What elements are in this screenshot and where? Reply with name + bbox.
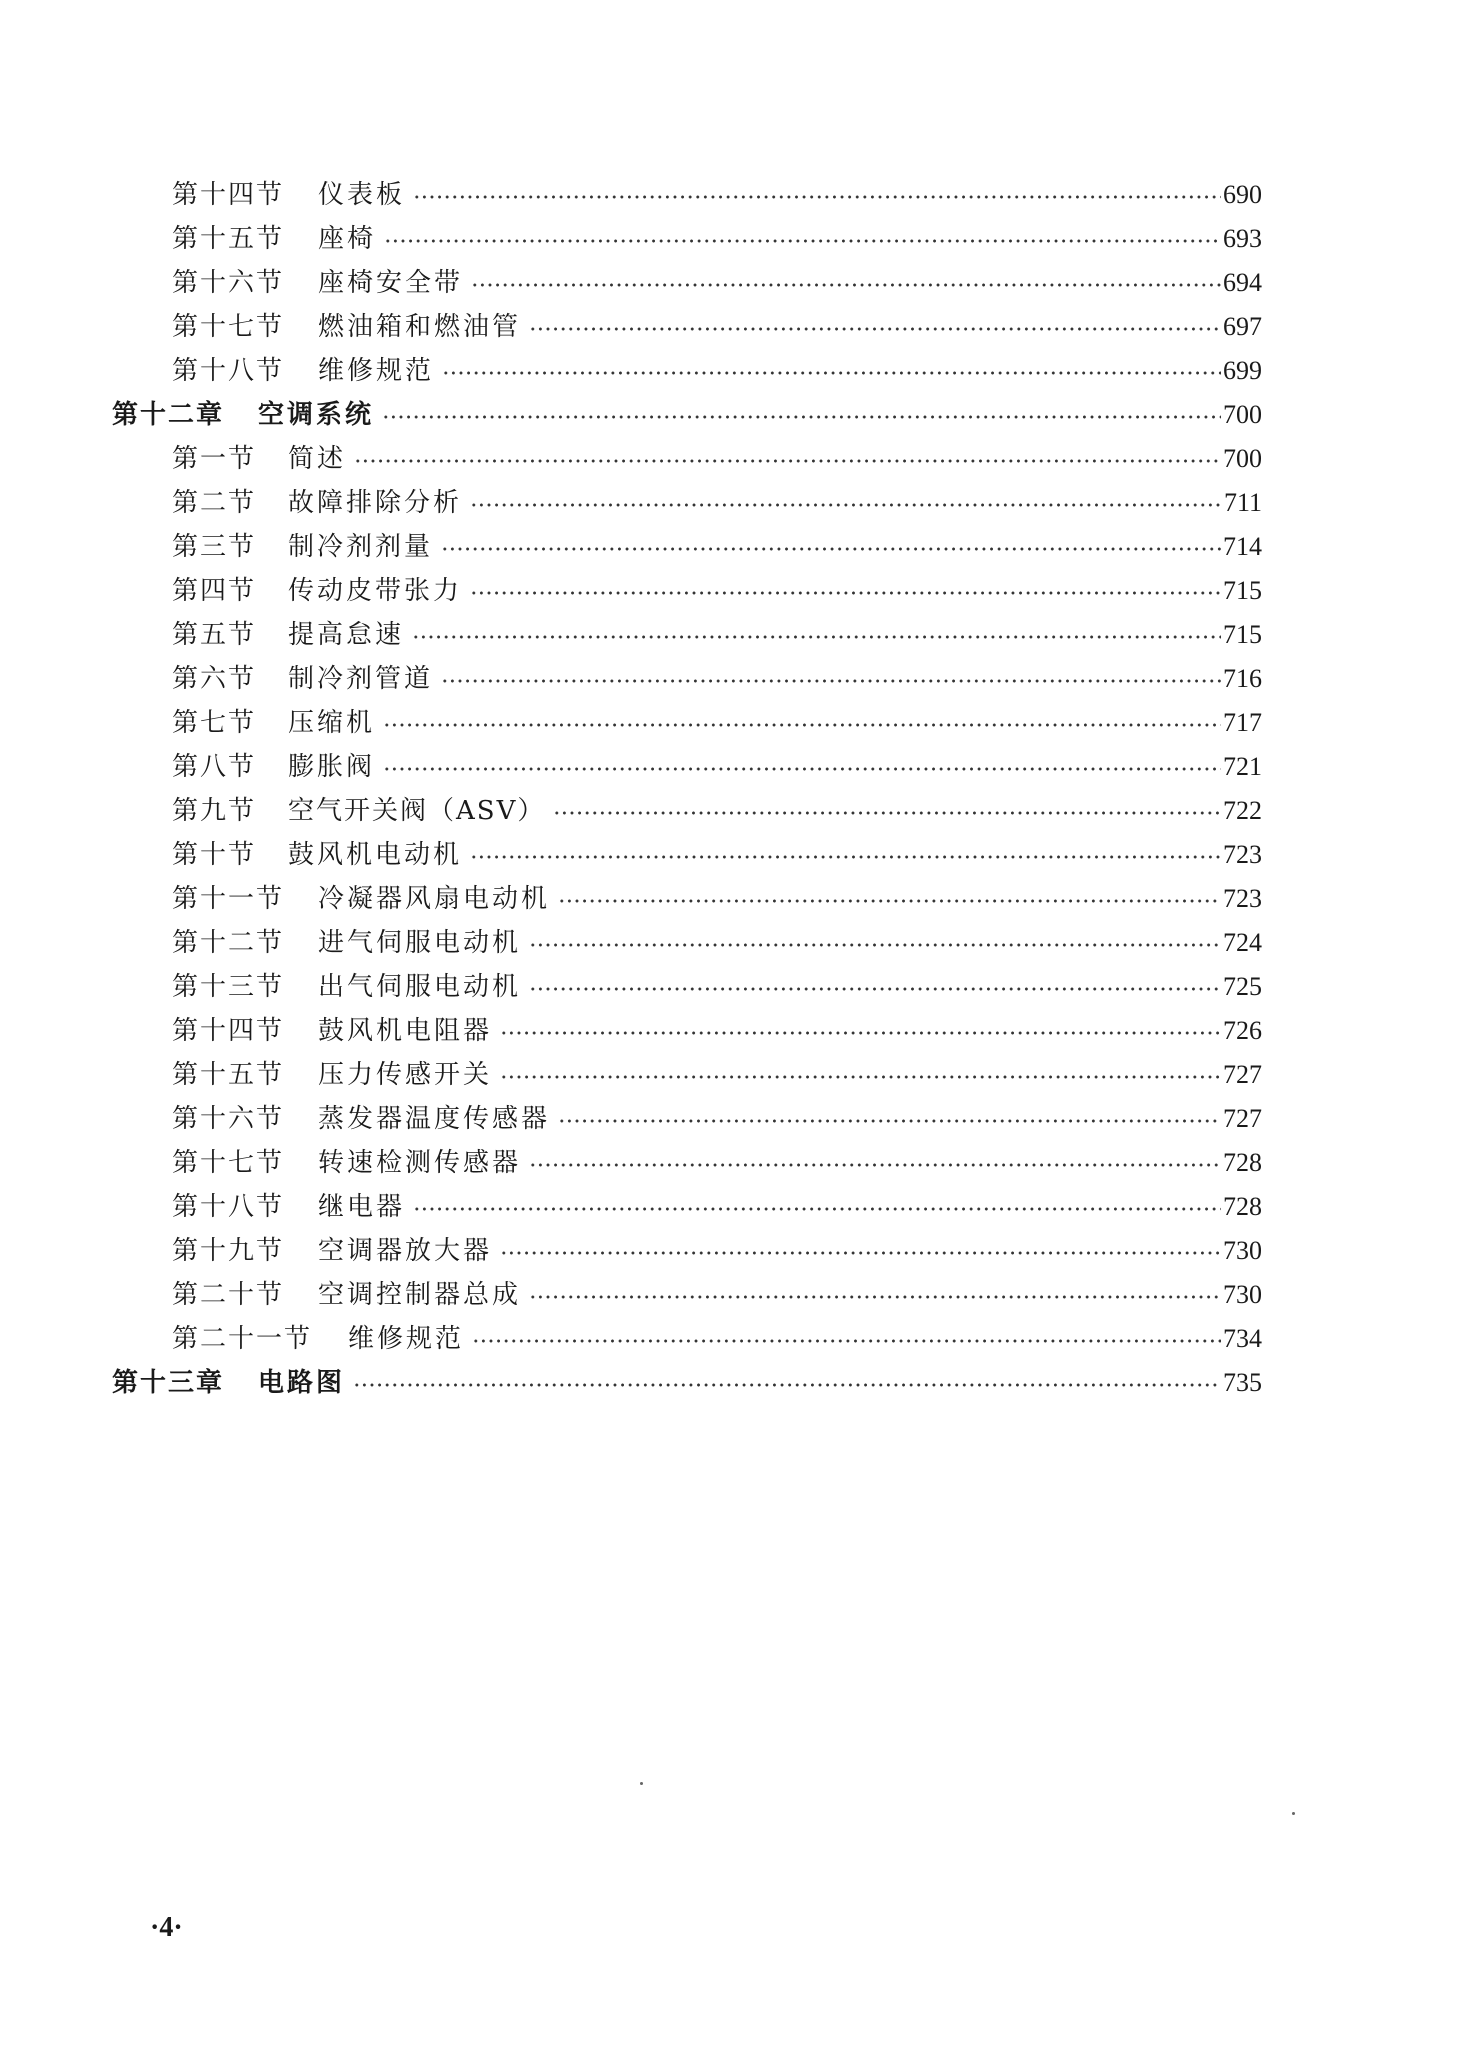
dot-leader — [471, 278, 1221, 292]
toc-entry-page: 717 — [1223, 708, 1262, 737]
toc-entry-title: 压力传感开关 — [318, 1060, 493, 1090]
toc-entry-page: 724 — [1223, 928, 1262, 957]
dot-leader — [470, 498, 1222, 512]
dot-leader — [529, 322, 1221, 336]
toc-entry-label: 第五节 — [172, 620, 257, 650]
toc-entry-page: 727 — [1223, 1104, 1262, 1133]
toc-entry-label: 第十七节 — [172, 312, 285, 342]
toc-entry[interactable] — [172, 874, 1262, 914]
dot-leader — [500, 1026, 1221, 1040]
toc-entry-title: 座椅 — [318, 224, 377, 254]
toc-entry-page: 725 — [1223, 972, 1262, 1001]
dot-leader — [500, 1070, 1221, 1084]
toc-entry[interactable] — [172, 566, 1262, 606]
toc-entry-title: 制冷剂管道 — [288, 664, 434, 694]
toc-entry[interactable] — [172, 1182, 1262, 1222]
toc-entry-label: 第三节 — [172, 532, 257, 562]
toc-entry-page: 700 — [1223, 444, 1262, 473]
toc-entry-title: 压缩机 — [288, 708, 376, 738]
toc-entry[interactable] — [172, 1270, 1262, 1310]
toc-entry-label: 第二节 — [172, 488, 257, 518]
page-number: ·4· — [150, 1912, 183, 1943]
toc-entry-page: 693 — [1223, 224, 1262, 253]
toc-entry-title: 空调控制器总成 — [318, 1280, 522, 1310]
toc-entry-title: 传动皮带张力 — [288, 576, 463, 606]
toc-entry-page: 716 — [1223, 664, 1262, 693]
toc-entry[interactable] — [172, 830, 1262, 870]
toc-entry[interactable] — [172, 346, 1262, 386]
toc-entry[interactable] — [172, 1050, 1262, 1090]
toc-entry[interactable] — [172, 1006, 1262, 1046]
toc-entry-page: 694 — [1223, 268, 1262, 297]
dot-leader — [413, 1202, 1221, 1216]
toc-entry-label: 第十二节 — [172, 928, 285, 958]
toc-entry-label: 第十六节 — [172, 1104, 285, 1134]
toc-entry-label: 第十八节 — [172, 356, 285, 386]
toc-entry-title: 简述 — [288, 444, 347, 474]
toc-entry-label: 第二十节 — [172, 1280, 285, 1310]
dot-leader — [384, 234, 1221, 248]
toc-entry-title: 燃油箱和燃油管 — [318, 312, 522, 342]
toc-entry-label: 第十三节 — [172, 972, 285, 1002]
toc-entry[interactable] — [172, 1314, 1262, 1354]
dot-leader — [470, 850, 1221, 864]
dot-leader — [383, 762, 1221, 776]
toc-entry[interactable] — [172, 1094, 1262, 1134]
toc-entry-label: 第八节 — [172, 752, 257, 782]
toc-entry-label: 第十四节 — [172, 1016, 285, 1046]
toc-entry-page: 715 — [1223, 576, 1262, 605]
toc-entry-title: 空气开关阀（ASV） — [288, 796, 546, 826]
toc-entry-label: 第一节 — [172, 444, 257, 474]
toc-entry-title: 维修规范 — [318, 356, 435, 386]
toc-entry-label: 第十七节 — [172, 1148, 285, 1178]
toc-entry-title: 仪表板 — [318, 180, 406, 210]
toc-entry-page: 699 — [1223, 356, 1262, 385]
toc-entry-label: 第七节 — [172, 708, 257, 738]
toc-entry-page: 721 — [1223, 752, 1262, 781]
toc-entry-title: 鼓风机电动机 — [288, 840, 463, 870]
toc-entry-title: 出气伺服电动机 — [318, 972, 522, 1002]
dot-leader — [382, 410, 1221, 424]
toc-entry-label: 第九节 — [172, 796, 257, 826]
dot-leader — [354, 454, 1221, 468]
dot-leader — [529, 1290, 1221, 1304]
toc-entry[interactable] — [172, 302, 1262, 342]
toc-entry-label: 第二十一节 — [172, 1324, 313, 1354]
toc-entry-title: 座椅安全带 — [318, 268, 464, 298]
scan-speck — [1292, 1812, 1295, 1815]
toc-entry-title: 故障排除分析 — [288, 488, 463, 518]
dot-leader — [529, 1158, 1221, 1172]
toc-entry[interactable] — [172, 258, 1262, 298]
dot-leader — [558, 894, 1221, 908]
toc-entry-page: 727 — [1223, 1060, 1262, 1089]
toc-chapter-title: 电路图 — [258, 1368, 346, 1398]
toc-entry[interactable] — [172, 434, 1262, 474]
toc-entry-page: 723 — [1223, 840, 1262, 869]
dot-leader — [413, 190, 1221, 204]
toc-entry-label: 第十四节 — [172, 180, 285, 210]
toc-entry-label: 第十节 — [172, 840, 257, 870]
toc-entry[interactable] — [172, 522, 1262, 562]
toc-entry[interactable] — [172, 918, 1262, 958]
toc-entry[interactable] — [172, 214, 1262, 254]
toc-entry-label: 第十九节 — [172, 1236, 285, 1266]
toc-entry-label: 第十一节 — [172, 884, 285, 914]
dot-leader — [553, 806, 1221, 820]
toc-entry-title: 膨胀阀 — [288, 752, 376, 782]
toc-entry-page: 714 — [1223, 532, 1262, 561]
dot-leader — [383, 718, 1221, 732]
toc-entry-page: 734 — [1223, 1324, 1262, 1353]
toc-entry-page: 715 — [1223, 620, 1262, 649]
toc-entry[interactable] — [172, 962, 1262, 1002]
toc-chapter-page: 735 — [1223, 1368, 1262, 1397]
toc-entry[interactable] — [172, 170, 1262, 210]
toc-entry-title: 进气伺服电动机 — [318, 928, 522, 958]
toc-entry-page: 697 — [1223, 312, 1262, 341]
dot-leader — [472, 1334, 1221, 1348]
toc-entry-title: 鼓风机电阻器 — [318, 1016, 493, 1046]
toc-entry-label: 第六节 — [172, 664, 257, 694]
dot-leader — [529, 938, 1221, 952]
dot-leader — [558, 1114, 1221, 1128]
toc-chapter-title: 空调系统 — [258, 400, 375, 430]
toc-entry-page: 726 — [1223, 1016, 1262, 1045]
toc-entry-title: 维修规范 — [348, 1324, 465, 1354]
toc-entry[interactable] — [172, 654, 1262, 694]
toc-entry[interactable] — [172, 610, 1262, 650]
toc-entry[interactable] — [172, 1226, 1262, 1266]
dot-leader — [441, 674, 1221, 688]
toc-entry-title: 蒸发器温度传感器 — [318, 1104, 551, 1134]
toc-entry-page: 690 — [1223, 180, 1262, 209]
toc-chapter-page: 700 — [1223, 400, 1262, 429]
toc-entry-title: 转速检测传感器 — [318, 1148, 522, 1178]
dot-leader — [500, 1246, 1221, 1260]
toc-entry-page: 711 — [1223, 488, 1262, 517]
dot-leader — [353, 1378, 1221, 1392]
toc-entry-label: 第四节 — [172, 576, 257, 606]
dot-leader — [442, 366, 1221, 380]
toc-entry[interactable] — [172, 1138, 1262, 1178]
toc-entry-page: 730 — [1223, 1280, 1262, 1309]
toc-entry-page: 722 — [1223, 796, 1262, 825]
toc-entry-page: 728 — [1223, 1148, 1262, 1177]
toc-entry-title: 提高怠速 — [288, 620, 405, 650]
toc-entry-title: 冷凝器风扇电动机 — [318, 884, 551, 914]
toc-entry-title: 空调器放大器 — [318, 1236, 493, 1266]
toc-entry[interactable] — [172, 742, 1262, 782]
toc-entry[interactable] — [172, 478, 1262, 518]
toc-entry[interactable] — [172, 786, 1262, 826]
toc-entry-label: 第十八节 — [172, 1192, 285, 1222]
toc-entry-page: 723 — [1223, 884, 1262, 913]
toc-entry-title: 继电器 — [318, 1192, 406, 1222]
toc-entry-label: 第十五节 — [172, 1060, 285, 1090]
dot-leader — [441, 542, 1221, 556]
dot-leader — [412, 630, 1221, 644]
scan-speck — [640, 1782, 643, 1785]
toc-entry[interactable] — [172, 698, 1262, 738]
toc-entry-label: 第十五节 — [172, 224, 285, 254]
toc-chapter[interactable] — [112, 390, 1262, 430]
toc-chapter-label: 第十三章 — [112, 1368, 225, 1398]
toc-chapter-label: 第十二章 — [112, 400, 225, 430]
toc-entry-page: 728 — [1223, 1192, 1262, 1221]
toc-entry-page: 730 — [1223, 1236, 1262, 1265]
toc-entry-title: 制冷剂剂量 — [288, 532, 434, 562]
toc-entry-label: 第十六节 — [172, 268, 285, 298]
dot-leader — [529, 982, 1221, 996]
dot-leader — [470, 586, 1221, 600]
toc-chapter[interactable] — [112, 1358, 1262, 1398]
